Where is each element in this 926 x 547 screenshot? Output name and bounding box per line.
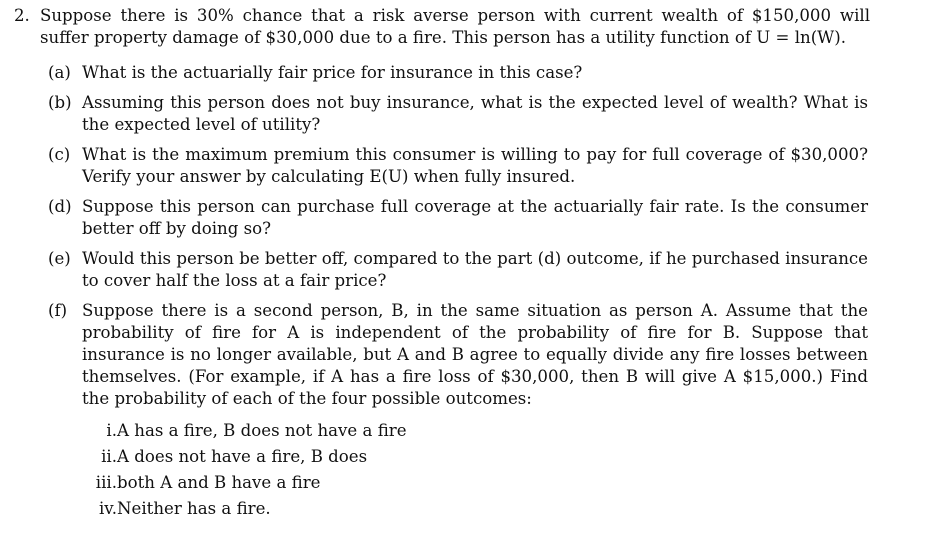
- part-e: [48, 248, 868, 292]
- part-a-label: (a): [48, 63, 71, 82]
- part-c-text: What is the maximum premium this consumer is willing to pay for full coverage of $30,000? Verify your answer by calculating E(U) when fully insured.: [82, 145, 868, 186]
- part-b: [48, 92, 868, 136]
- question-number: 2.: [14, 6, 30, 25]
- part-f-subparts: [82, 420, 582, 524]
- question-parts: [48, 62, 868, 418]
- subpart-iv-text: Neither has a fire.: [117, 499, 271, 518]
- subpart-iii: [82, 472, 582, 498]
- subpart-ii-label: ii.: [101, 447, 117, 466]
- question-row: [14, 5, 870, 49]
- question-2: [14, 5, 870, 49]
- subpart-ii: [82, 446, 582, 472]
- part-e-label: (e): [48, 249, 71, 268]
- subpart-iv: [82, 498, 582, 524]
- subpart-i-label: i.: [106, 421, 117, 440]
- subpart-iv-label: iv.: [99, 499, 117, 518]
- part-d-label: (d): [48, 197, 72, 216]
- part-d-text: Suppose this person can purchase full coverage at the actuarially fair rate. Is the consumer better off by doing so?: [82, 197, 868, 238]
- part-c: [48, 144, 868, 188]
- subpart-iii-label: iii.: [95, 473, 117, 492]
- part-a: [48, 62, 868, 84]
- part-e-text: Would this person be better off, compared to the part (d) outcome, if he purchased insurance to cover half the loss at a fair price?: [82, 249, 868, 290]
- part-d: [48, 196, 868, 240]
- subpart-iii-text: both A and B have a fire: [117, 473, 321, 492]
- part-f-label: (f): [48, 301, 68, 320]
- subpart-ii-text: A does not have a fire, B does: [117, 447, 368, 466]
- part-b-label: (b): [48, 93, 72, 112]
- part-a-text: What is the actuarially fair price for insurance in this case?: [82, 63, 583, 82]
- subpart-i-text: A has a fire, B does not have a fire: [117, 421, 407, 440]
- part-f-text: Suppose there is a second person, B, in the same situation as person A. Assume that the probability of fire for A is independent of the probability of fire for B. Suppose that insurance is no longer available, but A and B agree to equally divide any fire losses between themselves. (For example, if A has a fire loss of $30,000, then B will give A $15,000.) Find the probability of each of the four possible outcomes:: [82, 301, 868, 408]
- part-b-text: Assuming this person does not buy insurance, what is the expected level of wealth? What is the expected level of utility?: [82, 93, 868, 134]
- question-text: Suppose there is 30% chance that a risk averse person with current wealth of $150,000 will suffer property damage of $30,000 due to a fire. This person has a utility function of U = ln(W).: [40, 6, 870, 47]
- subpart-i: [82, 420, 582, 446]
- part-f: [48, 300, 868, 410]
- part-c-label: (c): [48, 145, 71, 164]
